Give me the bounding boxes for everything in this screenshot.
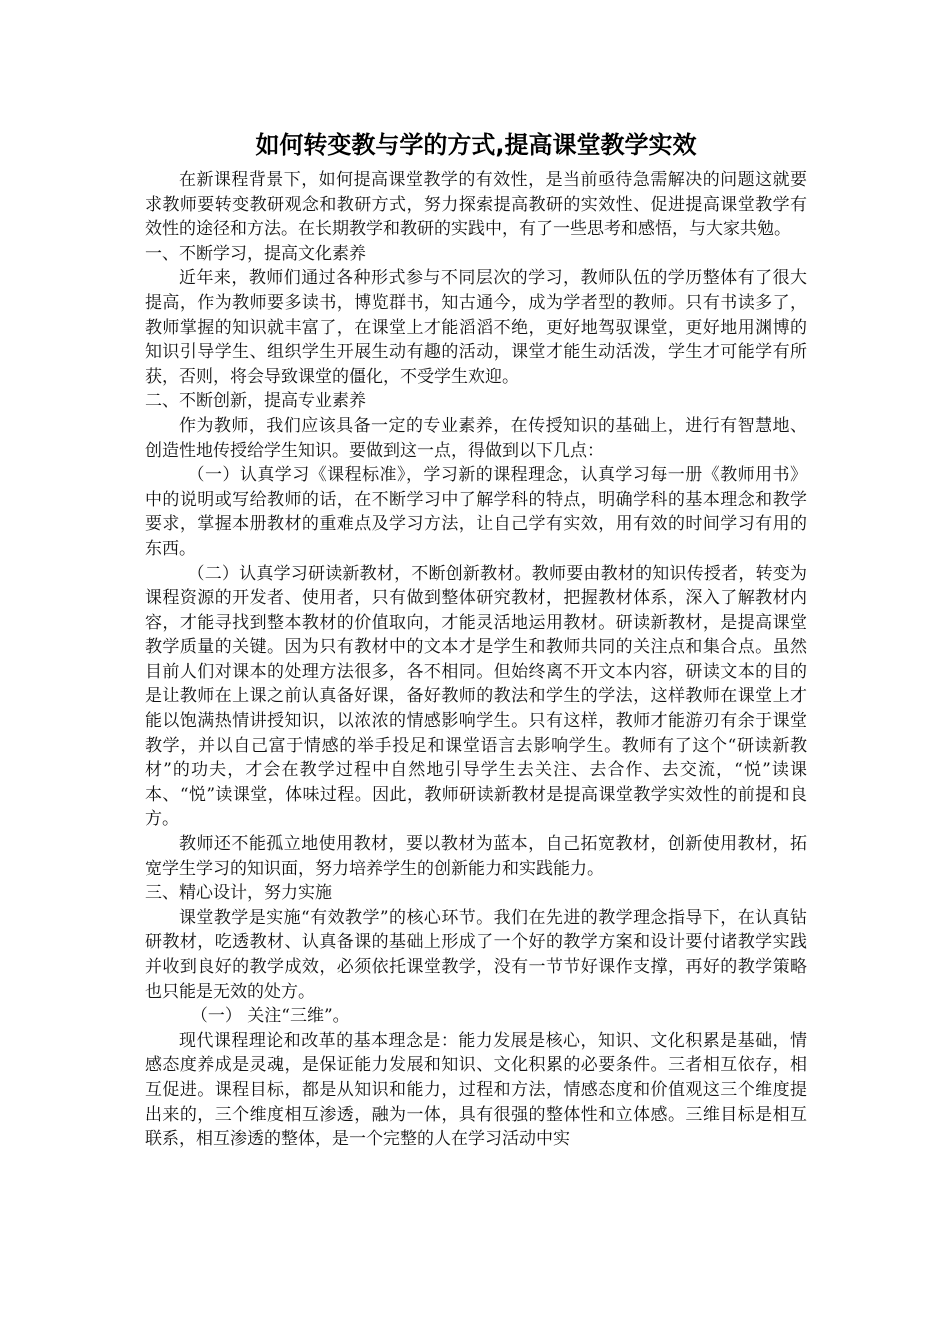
section-heading-2: 二、不断创新，提高专业素养 <box>145 391 366 412</box>
paragraph-intro: 在新课程背景下，如何提高课堂教学的有效性，是当前亟待急需解决的问题这就要求教师要转变教研观念和教研方式，努力探索提高教研的实效性、促进提高课堂教学有效性的途径和方法。在长期教学和教研的实践中，有了一些思考和感悟，与大家共勉。 <box>145 170 807 240</box>
paragraph-section-2-closing: 教师还不能孤立地使用教材，要以教材为蓝本，自己拓宽教材，创新使用教材，拓宽学生学习的知识面，努力培养学生的创新能力和实践能力。 <box>145 834 807 879</box>
paragraph-item-1: （一）认真学习《课程标准》，学习新的课程理念，认真学习每一册《教师用书》中的说明或写给教师的话，在不断学习中了解学科的特点，明确学科的基本理念和教学要求，掌握本册教材的重难点及学习方法，让自己学有实效，用有效的时间学习有用的东西。 <box>145 465 807 559</box>
paragraph-section-2-intro: 作为教师，我们应该具备一定的专业素养，在传授知识的基础上，进行有智慧地、创造性地传授给学生知识。要做到这一点，得做到以下几点： <box>145 415 807 461</box>
paragraph-item-2: （二）认真学习研读新教材，不断创新教材。教师要由教材的知识传授者，转变为课程资源的开发者、使用者，只有做到整体研究教材，把握教材体系，深入了解教材内容，才能寻找到整本教材的价值取向，才能灵活地运用教材。研读新教材，是提高课堂教学质量的关键。因为只有教材中的文本才是学生和教师共同的关注点和集合点。虽然目前人们对课本的处理方法很多，各不相同。但始终离不开文本内容，研读文本的目的是让教师在上课之前认真备好课，备好教师的教法和学生的学法，这样教师在课堂上才能以饱满热情讲授知识，以浓浓的情感影响学生。只有这样，教师才能游刃有余于课堂教学，并以自己富于情感的举手投足和课堂语言去影响学生。教师有了这个“研读新教材”的功夫，才会在教学过程中自然地引导学生去关注、去合作、去交流，“悦”读课本、“悦”读课堂，体味过程。因此，教师研读新教材是提高课堂教学实效性的前提和良方。 <box>145 563 807 830</box>
sub-heading-three-dimensions: （一） 关注“三维”。 <box>190 1006 350 1027</box>
document-page <box>145 128 807 1152</box>
paragraph-section-1: 近年来，教师们通过各种形式参与不同层次的学习，教师队伍的学历整体有了很大提高，作为教师要多读书，博览群书，知古通今，成为学者型的教师。只有书读多了，教师掌握的知识就丰富了，在课堂上才能滔滔不绝，更好地驾驭课堂，更好地用渊博的知识引导学生、组织学生开展生动有趣的活动，课堂才能生动活泼，学生才可能学有所获，否则，将会导致课堂的僵化，不受学生欢迎。 <box>145 268 807 387</box>
document-title: 如何转变教与学的方式,提高课堂教学实效 <box>255 131 697 159</box>
section-heading-1: 一、不断学习，提高文化素养 <box>145 243 366 264</box>
section-heading-3: 三、精心设计，努力实施 <box>145 883 332 904</box>
paragraph-three-dimensions: 现代课程理论和改革的基本理念是：能力发展是核心，知识、文化积累是基础，情感态度养成是灵魂，是保证能力发展和知识、文化积累的必要条件。三者相互依存，相互促进。课程目标，都是从知识和能力，过程和方法，情感态度和价值观这三个维度提出来的，三个维度相互渗透，融为一体，具有很强的整体性和立体感。三维目标是相互联系，相互渗透的整体，是一个完整的人在学习活动中实 <box>145 1030 807 1150</box>
paragraph-section-3-intro: 课堂教学是实施“有效教学”的核心环节。我们在先进的教学理念指导下，在认真钻研教材，吃透教材、认真备课的基础上形成了一个好的教学方案和设计要付诸教学实践并收到良好的教学成效，必须依托课堂教学，没有一节节好课作支撑，再好的教学策略也只能是无效的处方。 <box>145 907 807 1002</box>
